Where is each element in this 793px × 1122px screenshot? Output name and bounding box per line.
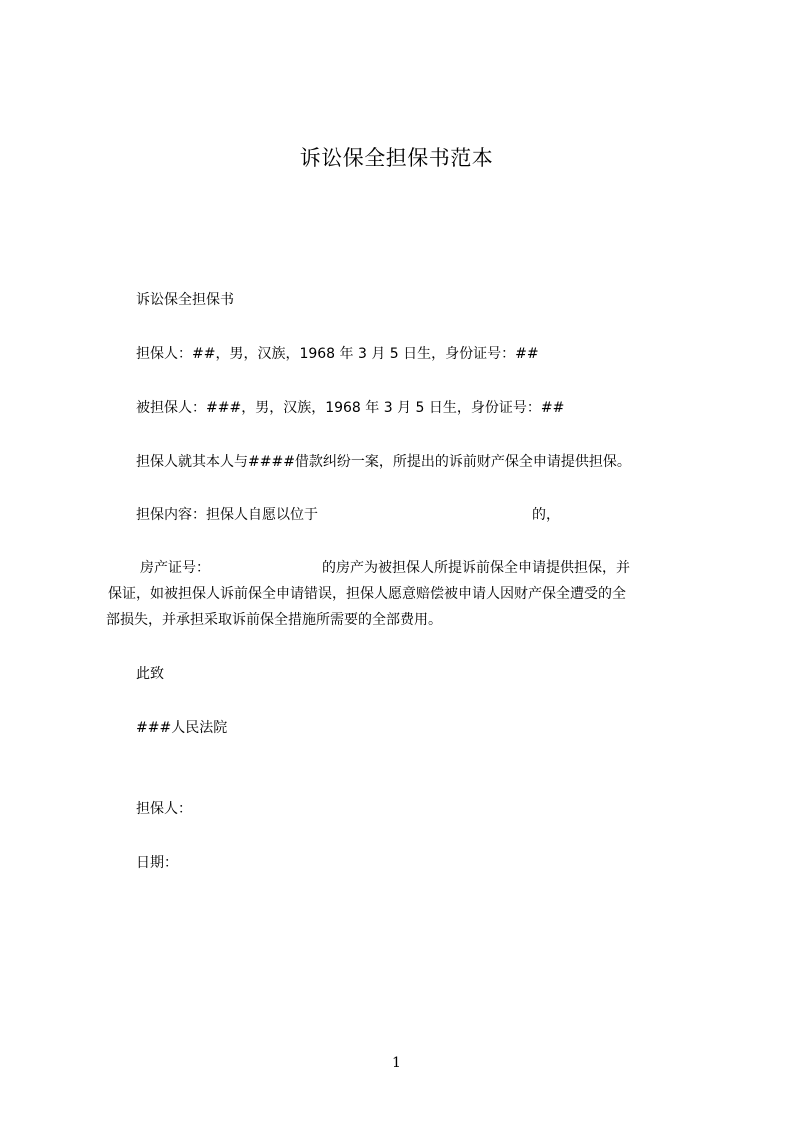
- property-row-2: 保证，如被担保人诉前保全申请错误，担保人愿意赔偿被申请人因财产保全遭受的全: [108, 586, 626, 602]
- document-title: 诉讼保全担保书范本: [299, 146, 494, 170]
- date-label: 日期：: [136, 855, 178, 871]
- document-heading: 诉讼保全担保书: [136, 292, 234, 308]
- court-name: ###人民法院: [136, 720, 228, 736]
- property-row-1: [106, 555, 706, 581]
- case-line: 担保人就其本人与####借款纠纷一案，所提出的诉前财产保全申请提供担保。: [136, 454, 631, 470]
- guarantee-content-suffix: 的，: [532, 507, 560, 523]
- guarantee-content-line: [136, 505, 560, 525]
- guaranteed-party-line: 被担保人：###，男，汉族，1968 年 3 月 5 日生，身份证号：##: [136, 400, 565, 416]
- signature-label: 担保人：: [136, 801, 192, 817]
- salutation: 此致: [136, 666, 164, 682]
- guarantee-content-prefix: 担保内容：担保人自愿以位于: [136, 507, 318, 523]
- property-prefix: 房产证号：: [140, 560, 210, 576]
- property-paragraph: [106, 555, 706, 633]
- property-text-1: 的房产为被担保人所提诉前保全申请提供担保，并: [322, 560, 630, 576]
- guarantor-line: 担保人：##，男，汉族，1968 年 3 月 5 日生，身份证号：##: [136, 346, 539, 362]
- page-number: 1: [392, 1055, 401, 1071]
- property-row-3: 部损失，并承担采取诉前保全措施所需要的全部费用。: [106, 612, 442, 628]
